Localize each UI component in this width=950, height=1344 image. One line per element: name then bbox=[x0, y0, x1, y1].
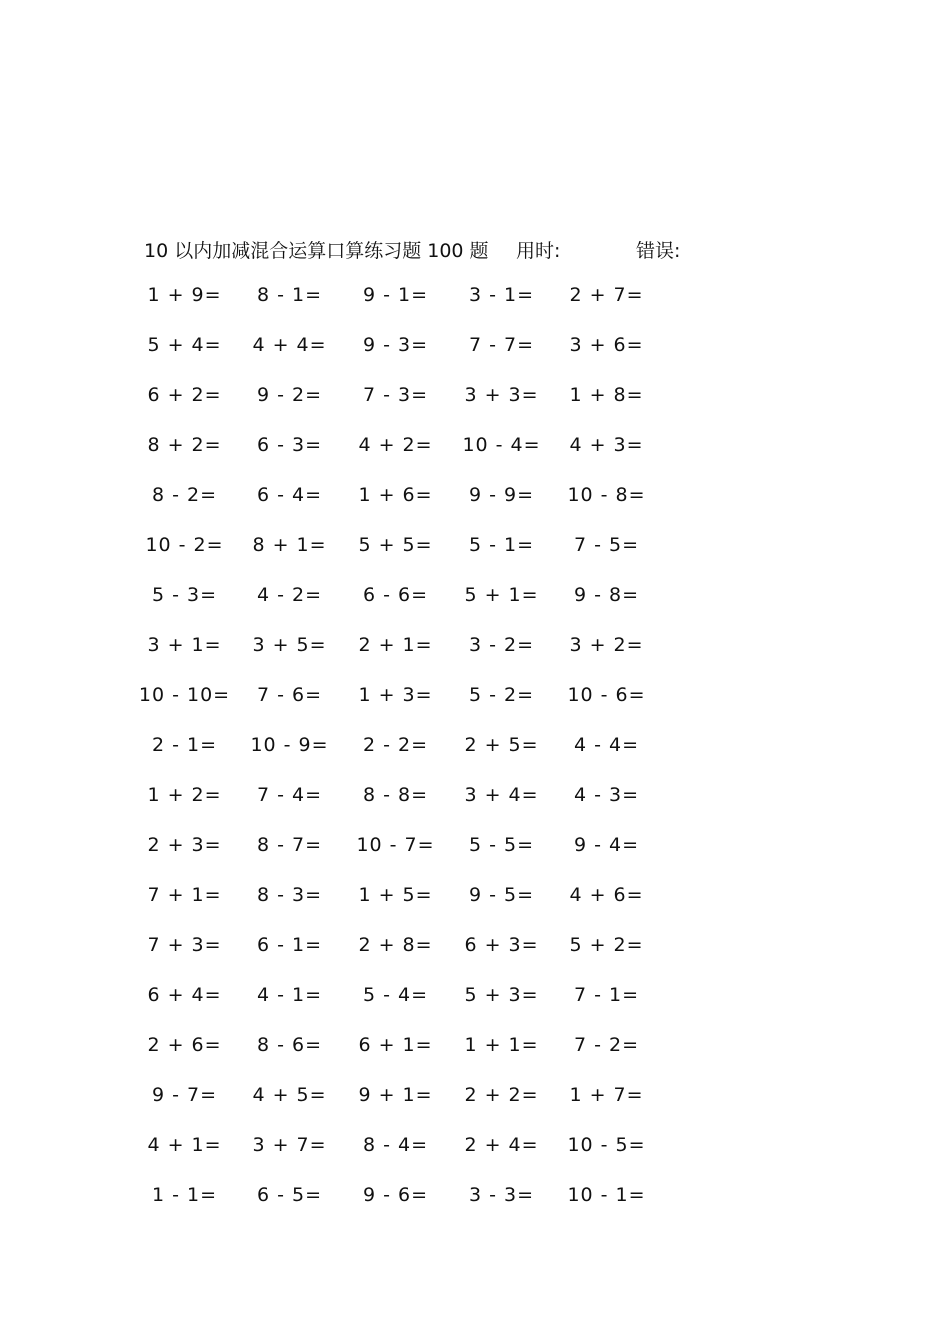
problem-cell: 6 - 3= bbox=[256, 434, 323, 456]
problem-cell: 9 + 1= bbox=[358, 1084, 433, 1106]
problem-row bbox=[0, 284, 950, 314]
problem-cell: 2 + 1= bbox=[358, 634, 433, 656]
problem-cell: 9 - 8= bbox=[573, 584, 640, 606]
problem-cell: 9 - 2= bbox=[256, 384, 323, 406]
problem-cell: 6 + 3= bbox=[464, 934, 539, 956]
problem-row bbox=[0, 534, 950, 564]
problem-cell: 6 + 1= bbox=[358, 1034, 433, 1056]
problem-cell: 1 + 2= bbox=[147, 784, 222, 806]
problem-cell: 5 - 2= bbox=[468, 684, 535, 706]
problem-cell: 4 + 5= bbox=[252, 1084, 327, 1106]
problem-cell: 8 - 6= bbox=[256, 1034, 323, 1056]
problem-cell: 2 + 3= bbox=[147, 834, 222, 856]
problem-cell: 8 - 8= bbox=[362, 784, 429, 806]
problem-cell: 2 + 6= bbox=[147, 1034, 222, 1056]
problem-cell: 3 - 1= bbox=[468, 284, 535, 306]
problem-cell: 5 - 3= bbox=[151, 584, 218, 606]
problem-cell: 3 + 6= bbox=[569, 334, 644, 356]
problem-cell: 10 - 10= bbox=[138, 684, 231, 706]
problem-row bbox=[0, 634, 950, 664]
problem-row bbox=[0, 1134, 950, 1164]
problem-cell: 6 + 2= bbox=[147, 384, 222, 406]
problem-cell: 5 - 5= bbox=[468, 834, 535, 856]
problem-cell: 4 - 1= bbox=[256, 984, 323, 1006]
problem-row bbox=[0, 884, 950, 914]
problem-cell: 2 + 2= bbox=[464, 1084, 539, 1106]
problem-cell: 9 - 9= bbox=[468, 484, 535, 506]
problem-cell: 4 - 2= bbox=[256, 584, 323, 606]
problem-cell: 8 + 2= bbox=[147, 434, 222, 456]
problem-cell: 5 + 4= bbox=[147, 334, 222, 356]
problem-cell: 10 - 4= bbox=[462, 434, 541, 456]
problem-cell: 3 + 5= bbox=[252, 634, 327, 656]
problem-cell: 2 - 1= bbox=[151, 734, 218, 756]
worksheet-title: 10 以内加减混合运算口算练习题 100 题 bbox=[144, 240, 489, 262]
problem-cell: 5 + 5= bbox=[358, 534, 433, 556]
problem-row bbox=[0, 784, 950, 814]
problem-cell: 8 - 3= bbox=[256, 884, 323, 906]
problem-row bbox=[0, 1184, 950, 1214]
problem-cell: 3 + 1= bbox=[147, 634, 222, 656]
problem-cell: 9 - 1= bbox=[362, 284, 429, 306]
problem-row bbox=[0, 584, 950, 614]
time-used-label: 用时: bbox=[516, 240, 561, 262]
problem-cell: 10 - 2= bbox=[145, 534, 224, 556]
problem-cell: 1 + 3= bbox=[358, 684, 433, 706]
problem-row bbox=[0, 684, 950, 714]
problem-row bbox=[0, 484, 950, 514]
problem-cell: 5 + 1= bbox=[464, 584, 539, 606]
problem-cell: 3 - 2= bbox=[468, 634, 535, 656]
problem-cell: 3 + 4= bbox=[464, 784, 539, 806]
problem-cell: 9 - 7= bbox=[151, 1084, 218, 1106]
problem-cell: 4 + 2= bbox=[358, 434, 433, 456]
problem-row bbox=[0, 334, 950, 364]
errors-label: 错误: bbox=[636, 240, 681, 262]
problem-cell: 1 + 7= bbox=[569, 1084, 644, 1106]
problem-cell: 7 - 7= bbox=[468, 334, 535, 356]
problem-cell: 5 - 4= bbox=[362, 984, 429, 1006]
problem-cell: 8 - 7= bbox=[256, 834, 323, 856]
problem-cell: 4 - 3= bbox=[573, 784, 640, 806]
problem-cell: 1 + 9= bbox=[147, 284, 222, 306]
problem-cell: 4 + 1= bbox=[147, 1134, 222, 1156]
problem-cell: 10 - 5= bbox=[567, 1134, 646, 1156]
problem-cell: 6 - 1= bbox=[256, 934, 323, 956]
problem-cell: 8 - 2= bbox=[151, 484, 218, 506]
problem-cell: 2 + 7= bbox=[569, 284, 644, 306]
problem-cell: 7 - 6= bbox=[256, 684, 323, 706]
problem-cell: 2 + 5= bbox=[464, 734, 539, 756]
problem-cell: 3 + 7= bbox=[252, 1134, 327, 1156]
problem-cell: 3 + 2= bbox=[569, 634, 644, 656]
problem-cell: 8 - 1= bbox=[256, 284, 323, 306]
problem-cell: 9 - 3= bbox=[362, 334, 429, 356]
problem-row bbox=[0, 1034, 950, 1064]
problem-row bbox=[0, 734, 950, 764]
problem-cell: 10 - 8= bbox=[567, 484, 646, 506]
problem-cell: 7 - 1= bbox=[573, 984, 640, 1006]
problem-cell: 3 - 3= bbox=[468, 1184, 535, 1206]
problem-cell: 8 - 4= bbox=[362, 1134, 429, 1156]
problem-cell: 6 + 4= bbox=[147, 984, 222, 1006]
problem-cell: 10 - 6= bbox=[567, 684, 646, 706]
problem-cell: 1 + 8= bbox=[569, 384, 644, 406]
problem-row bbox=[0, 1084, 950, 1114]
problem-cell: 4 - 4= bbox=[573, 734, 640, 756]
problem-cell: 10 - 1= bbox=[567, 1184, 646, 1206]
problem-cell: 3 + 3= bbox=[464, 384, 539, 406]
problem-cell: 4 + 6= bbox=[569, 884, 644, 906]
problem-cell: 2 - 2= bbox=[362, 734, 429, 756]
problem-cell: 1 + 5= bbox=[358, 884, 433, 906]
problem-cell: 7 - 5= bbox=[573, 534, 640, 556]
problem-row bbox=[0, 984, 950, 1014]
problem-cell: 2 + 8= bbox=[358, 934, 433, 956]
problem-cell: 1 - 1= bbox=[151, 1184, 218, 1206]
problem-cell: 10 - 9= bbox=[250, 734, 329, 756]
problem-cell: 1 + 1= bbox=[464, 1034, 539, 1056]
problem-cell: 8 + 1= bbox=[252, 534, 327, 556]
problem-cell: 10 - 7= bbox=[356, 834, 435, 856]
problem-cell: 7 - 2= bbox=[573, 1034, 640, 1056]
problem-cell: 5 + 2= bbox=[569, 934, 644, 956]
problem-row bbox=[0, 434, 950, 464]
problem-cell: 5 + 3= bbox=[464, 984, 539, 1006]
problem-row bbox=[0, 934, 950, 964]
problem-cell: 9 - 4= bbox=[573, 834, 640, 856]
problem-cell: 7 + 1= bbox=[147, 884, 222, 906]
problem-cell: 9 - 6= bbox=[362, 1184, 429, 1206]
problem-cell: 7 - 4= bbox=[256, 784, 323, 806]
problem-cell: 1 + 6= bbox=[358, 484, 433, 506]
problem-cell: 7 + 3= bbox=[147, 934, 222, 956]
problem-cell: 6 - 5= bbox=[256, 1184, 323, 1206]
problem-cell: 5 - 1= bbox=[468, 534, 535, 556]
problem-row bbox=[0, 384, 950, 414]
problem-cell: 4 + 3= bbox=[569, 434, 644, 456]
problem-cell: 4 + 4= bbox=[252, 334, 327, 356]
problem-cell: 7 - 3= bbox=[362, 384, 429, 406]
problem-cell: 6 - 4= bbox=[256, 484, 323, 506]
problem-cell: 2 + 4= bbox=[464, 1134, 539, 1156]
problem-cell: 6 - 6= bbox=[362, 584, 429, 606]
problem-cell: 9 - 5= bbox=[468, 884, 535, 906]
problem-row bbox=[0, 834, 950, 864]
